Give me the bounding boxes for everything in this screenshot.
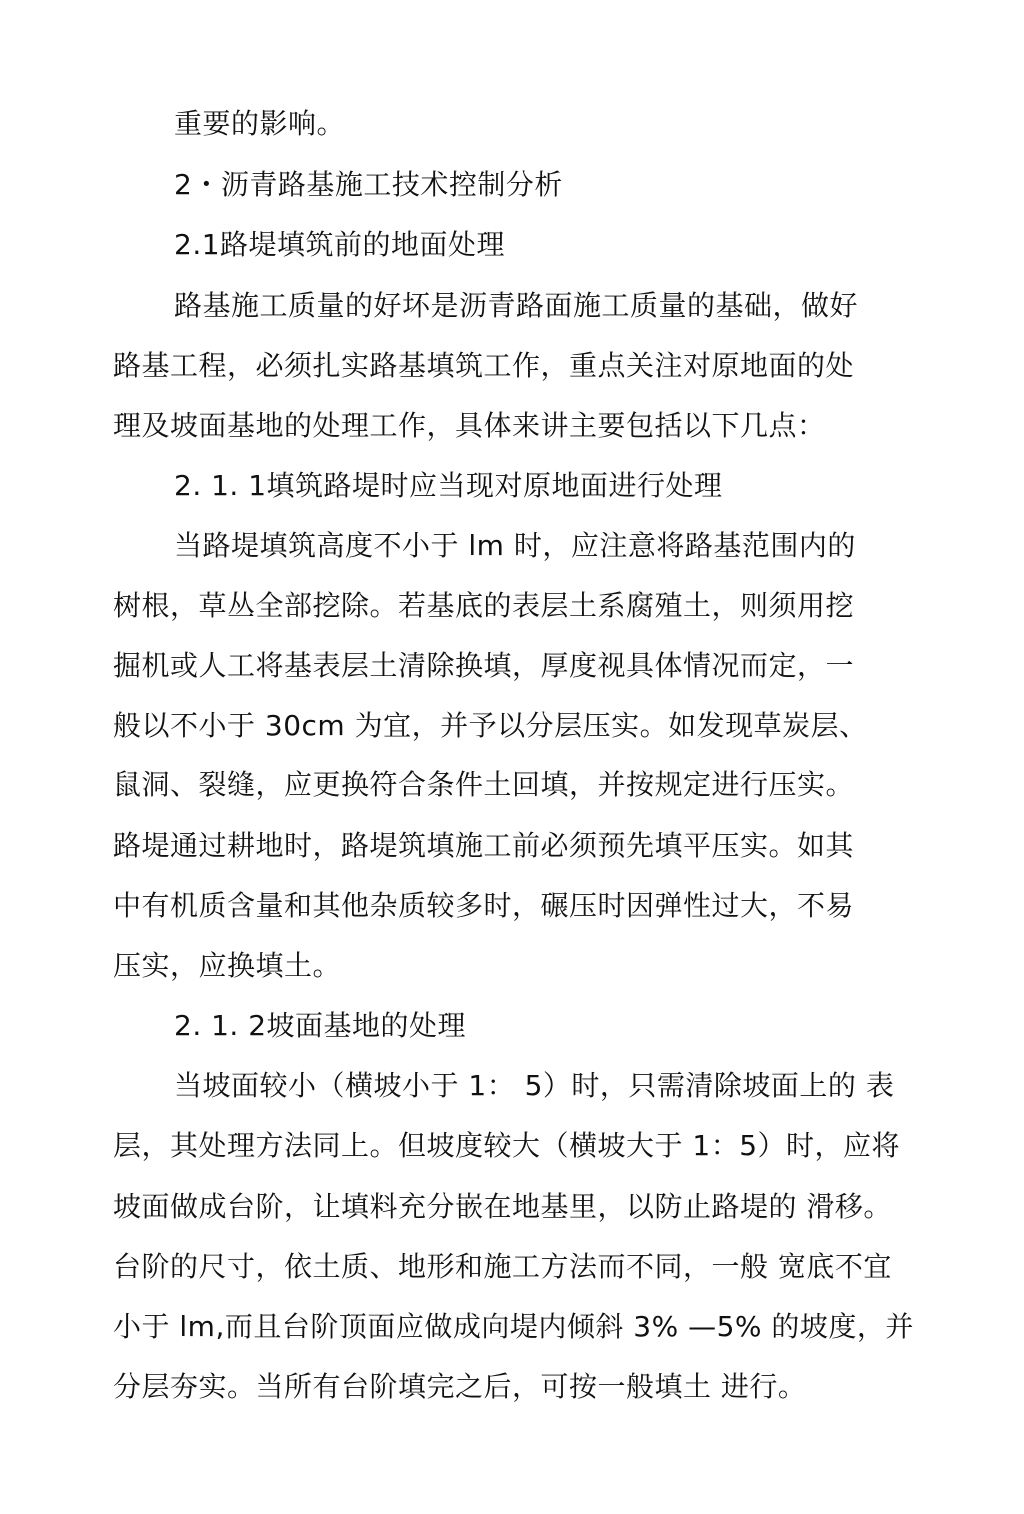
- body-text-line: 中有机质含量和其他杂质较多时，碾压时因弹性过大，不易: [113, 889, 855, 922]
- body-text-line: 重要的影响。: [174, 107, 346, 140]
- body-text-line: 树根，草丛全部挖除。若基底的表层土系腐殖土，则须用挖: [113, 589, 855, 622]
- body-text-line: 路堤通过耕地时，路堤筑填施工前必须预先填平压实。如其: [113, 829, 855, 862]
- body-text-line: 坡面做成台阶，让填料充分嵌在地基里，以防止路堤的 滑移。: [113, 1190, 892, 1223]
- body-text-line: 路基工程，必须扎实路基填筑工作，重点关注对原地面的处: [113, 349, 855, 382]
- body-text-line: 当坡面较小（横坡小于 1： 5）时，只需清除坡面上的 表: [174, 1069, 895, 1102]
- section-heading: 2・沥青路基施工技术控制分析: [174, 168, 563, 201]
- body-text-line: 掘机或人工将基表层土清除换填，厚度视具体情况而定，一: [113, 649, 855, 682]
- body-text-line: 分层夯实。当所有台阶填完之后，可按一般填土 进行。: [113, 1370, 807, 1403]
- body-text-line: 当路堤填筑高度不小于 lm 时，应注意将路基范围内的: [174, 529, 856, 562]
- body-text-line: 台阶的尺寸，依土质、地形和施工方法而不同，一般 宽底不宜: [113, 1250, 892, 1283]
- body-text-line: 般以不小于 30cm 为宜，并予以分层压实。如发现草炭层、: [113, 709, 868, 742]
- subsection-heading: 2.1路堤填筑前的地面处理: [174, 228, 506, 261]
- subsection-heading: 2. 1. 2坡面基地的处理: [174, 1009, 467, 1042]
- body-text-line: 鼠洞、裂缝，应更换符合条件土回填，并按规定进行压实。: [113, 768, 855, 801]
- body-text-line: 小于 lm,而且台阶顶面应做成向堤内倾斜 3% —5% 的坡度，并: [113, 1310, 914, 1343]
- body-text-line: 层，其处理方法同上。但坡度较大（横坡大于 1：5）时，应将: [113, 1129, 901, 1162]
- body-text-line: 压实，应换填土。: [113, 949, 342, 982]
- body-text-line: 路基施工质量的好坏是沥青路面施工质量的基础，做好: [174, 289, 859, 322]
- subsection-heading: 2. 1. 1填筑路堤时应当现对原地面进行处理: [174, 469, 723, 502]
- body-text-line: 理及坡面基地的处理工作，具体来讲主要包括以下几点：: [113, 409, 826, 442]
